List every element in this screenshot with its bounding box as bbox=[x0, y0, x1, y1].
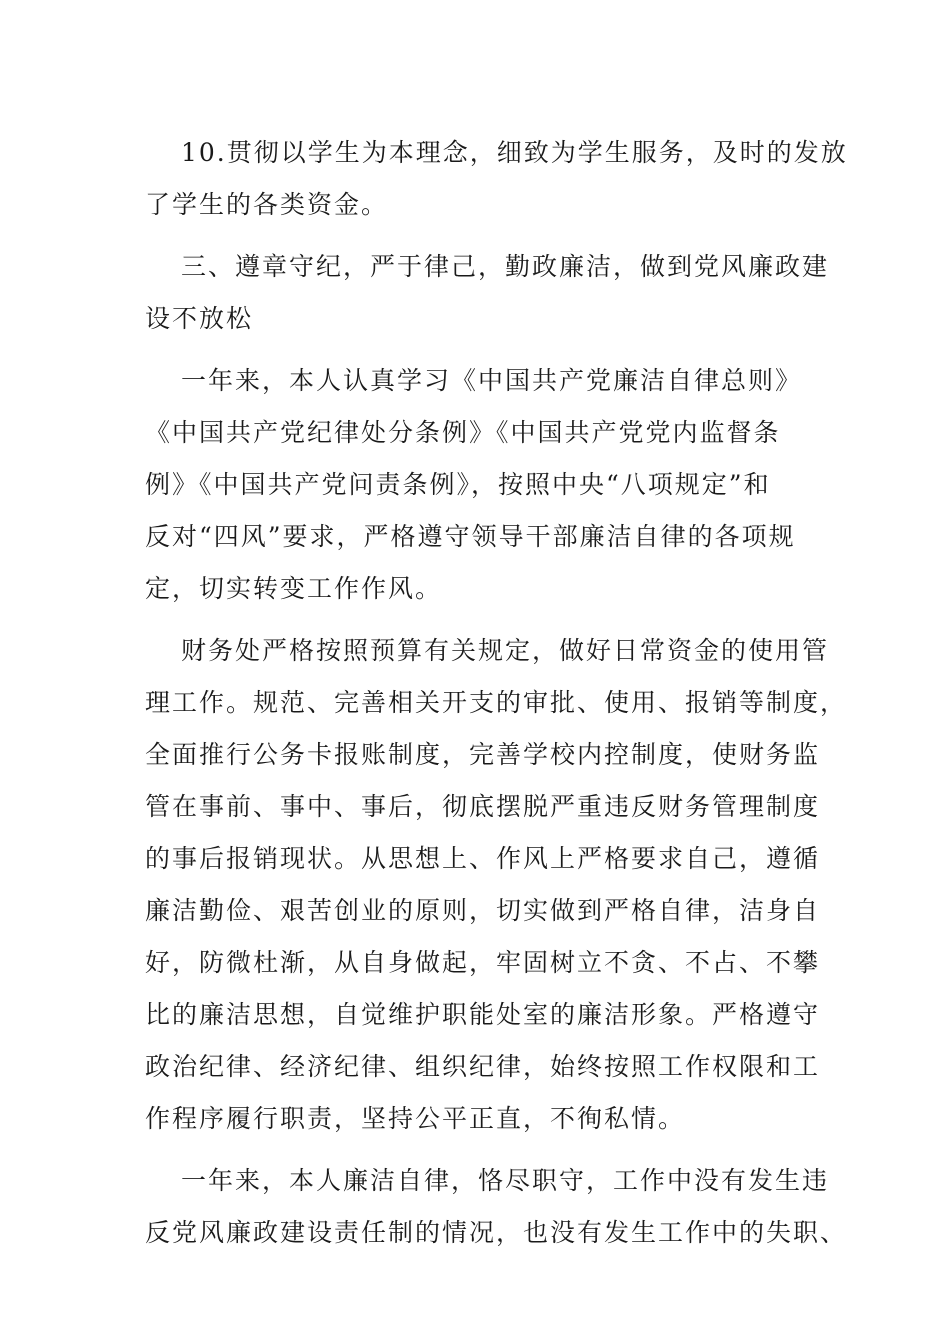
text-line: 全面推行公务卡报账制度，完善学校内控制度，使财务监 bbox=[145, 740, 821, 769]
text-line: 管在事前、事中、事后，彻底摆脱严重违反财务管理制度 bbox=[145, 792, 821, 821]
text-line: 比的廉洁思想，自觉维护职能处室的廉洁形象。严格遵守 bbox=[145, 1000, 821, 1029]
text-line: 政治纪律、经济纪律、组织纪律，始终按照工作权限和工 bbox=[145, 1052, 821, 1081]
text-line: 一年来，本人认真学习《中国共产党廉洁自律总则》 bbox=[181, 366, 803, 395]
text-line: 设不放松 bbox=[145, 304, 254, 333]
paragraph-item-10 bbox=[145, 127, 848, 231]
text-line: 《中国共产党纪律处分条例》《中国共产党党内监督条 bbox=[145, 418, 781, 447]
text-line: 廉洁勤俭、艰苦创业的原则，切实做到严格自律，洁身自 bbox=[145, 896, 821, 925]
document-body bbox=[145, 127, 848, 1269]
text-line: 作程序履行职责，坚持公平正直，不徇私情。 bbox=[145, 1104, 686, 1133]
text-line: 例》《中国共产党问责条例》，按照中央“八项规定”和 bbox=[145, 470, 771, 499]
text-line: 反党风廉政建设责任制的情况，也没有发生工作中的失职、 bbox=[145, 1218, 848, 1247]
text-line: 三、遵章守纪，严于律己，勤政廉洁，做到党风廉政建 bbox=[181, 252, 830, 281]
text-line: 定，切实转变工作作风。 bbox=[145, 574, 443, 603]
paragraph-study-regulations bbox=[145, 355, 805, 615]
section-heading bbox=[145, 241, 830, 345]
text-line: 一年来，本人廉洁自律，恪尽职守，工作中没有发生违 bbox=[181, 1166, 830, 1195]
text-line: 财务处严格按照预算有关规定，做好日常资金的使用管 bbox=[181, 636, 830, 665]
text-line: 10.贯彻以学生为本理念，细致为学生服务，及时的发放 bbox=[181, 138, 848, 167]
text-line: 了学生的各类资金。 bbox=[145, 190, 389, 219]
paragraph-finance-office bbox=[145, 625, 848, 1145]
text-line: 的事后报销现状。从思想上、作风上严格要求自己，遵循 bbox=[145, 844, 821, 873]
paragraph-self-discipline bbox=[145, 1155, 848, 1259]
text-line: 好，防微杜渐，从自身做起，牢固树立不贪、不占、不攀 bbox=[145, 948, 821, 977]
text-line: 理工作。规范、完善相关开支的审批、使用、报销等制度， bbox=[145, 688, 848, 717]
text-line: 反对“四风”要求，严格遵守领导干部廉洁自律的各项规 bbox=[145, 522, 796, 551]
